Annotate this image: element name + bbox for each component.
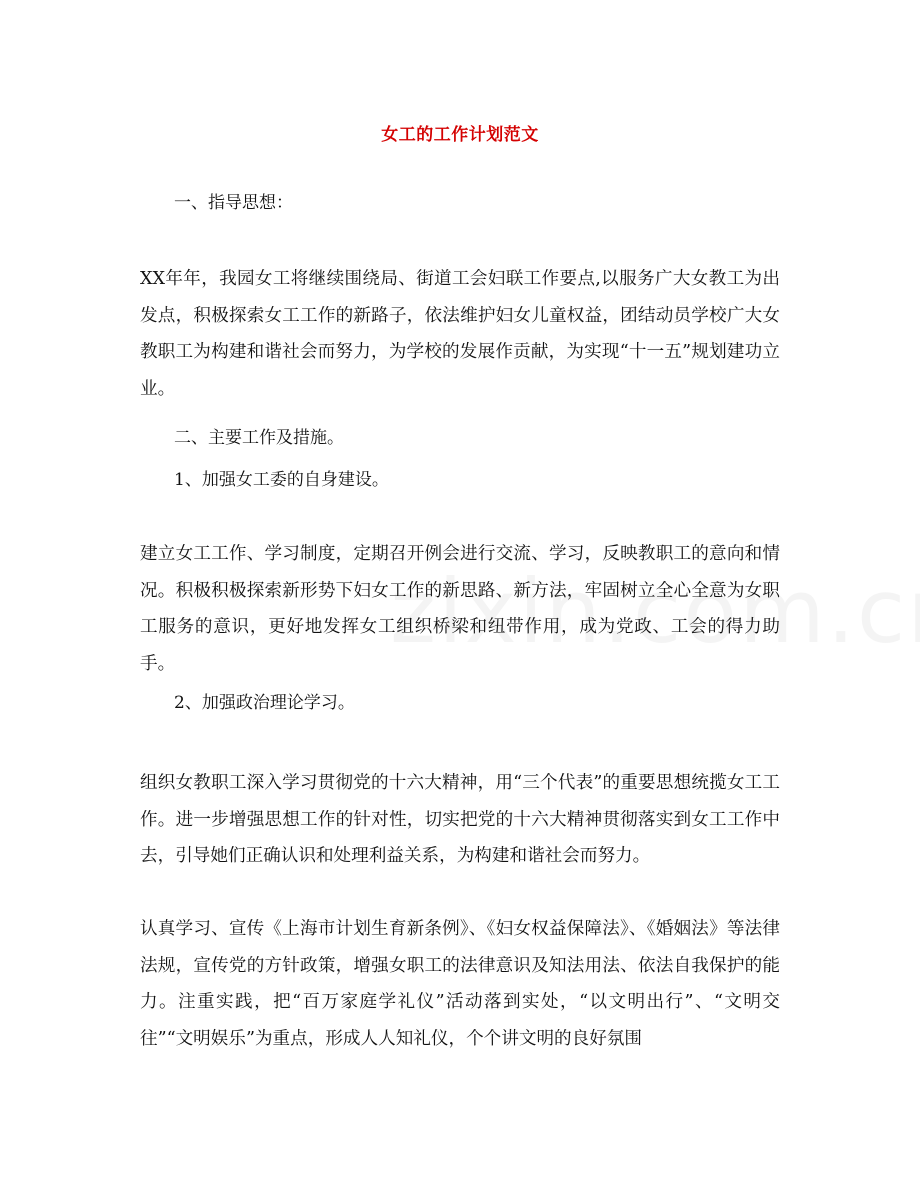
section2-heading: 二、主要工作及措施。 xyxy=(174,428,344,448)
item1-heading: 1、加强女工委的自身建设。 xyxy=(174,470,389,490)
paragraph-3: 组织女教职工深入学习贯彻党的十六大精神，用“三个代表”的重要思想统揽女工工作。进一步增强思想工作的针对性，切实把党的十六大精神贯彻落实到女工工作中去，引导她们正确认识和处理利益关系，为构建和谐社会而努力。 xyxy=(140,773,780,866)
paragraph-1: XX年年，我园女工将继续围绕局、街道工会妇联工作要点,以服务广大女教工为出发点，积极探索女工工作的新路子，依法维护妇女儿童权益，团结动员学校广大女教职工为构建和谐社会而努力，为学校的发展作贡献，为实现“十一五”规划建功立业。 xyxy=(140,269,780,399)
paragraph-2: 建立女工工作、学习制度，定期召开例会进行交流、学习，反映教职工的意向和情况。积极积极探索新形势下妇女工作的新思路、新方法，牢固树立全心全意为女职工服务的意识，更好地发挥女工组织桥梁和纽带作用，成为党政、工会的得力助手。 xyxy=(140,544,780,674)
item2-heading: 2、加强政治理论学习。 xyxy=(174,693,355,713)
section1-heading: 一、指导思想： xyxy=(174,193,293,213)
paragraph-4: 认真学习、宣传《上海市计划生育新条例》、《妇女权益保障法》、《婚姻法》等法律法规，宣传党的方针政策，增强女职工的法律意识及知法用法、依法自我保护的能力。注重实践，把“百万家庭学礼仪”活动落到实处，“以文明出行”、“文明交往”“文明娱乐”为重点，形成人人知礼仪，个个讲文明的良好氛围 xyxy=(140,919,780,1049)
document-title: 女工的工作计划范文 xyxy=(381,125,539,145)
